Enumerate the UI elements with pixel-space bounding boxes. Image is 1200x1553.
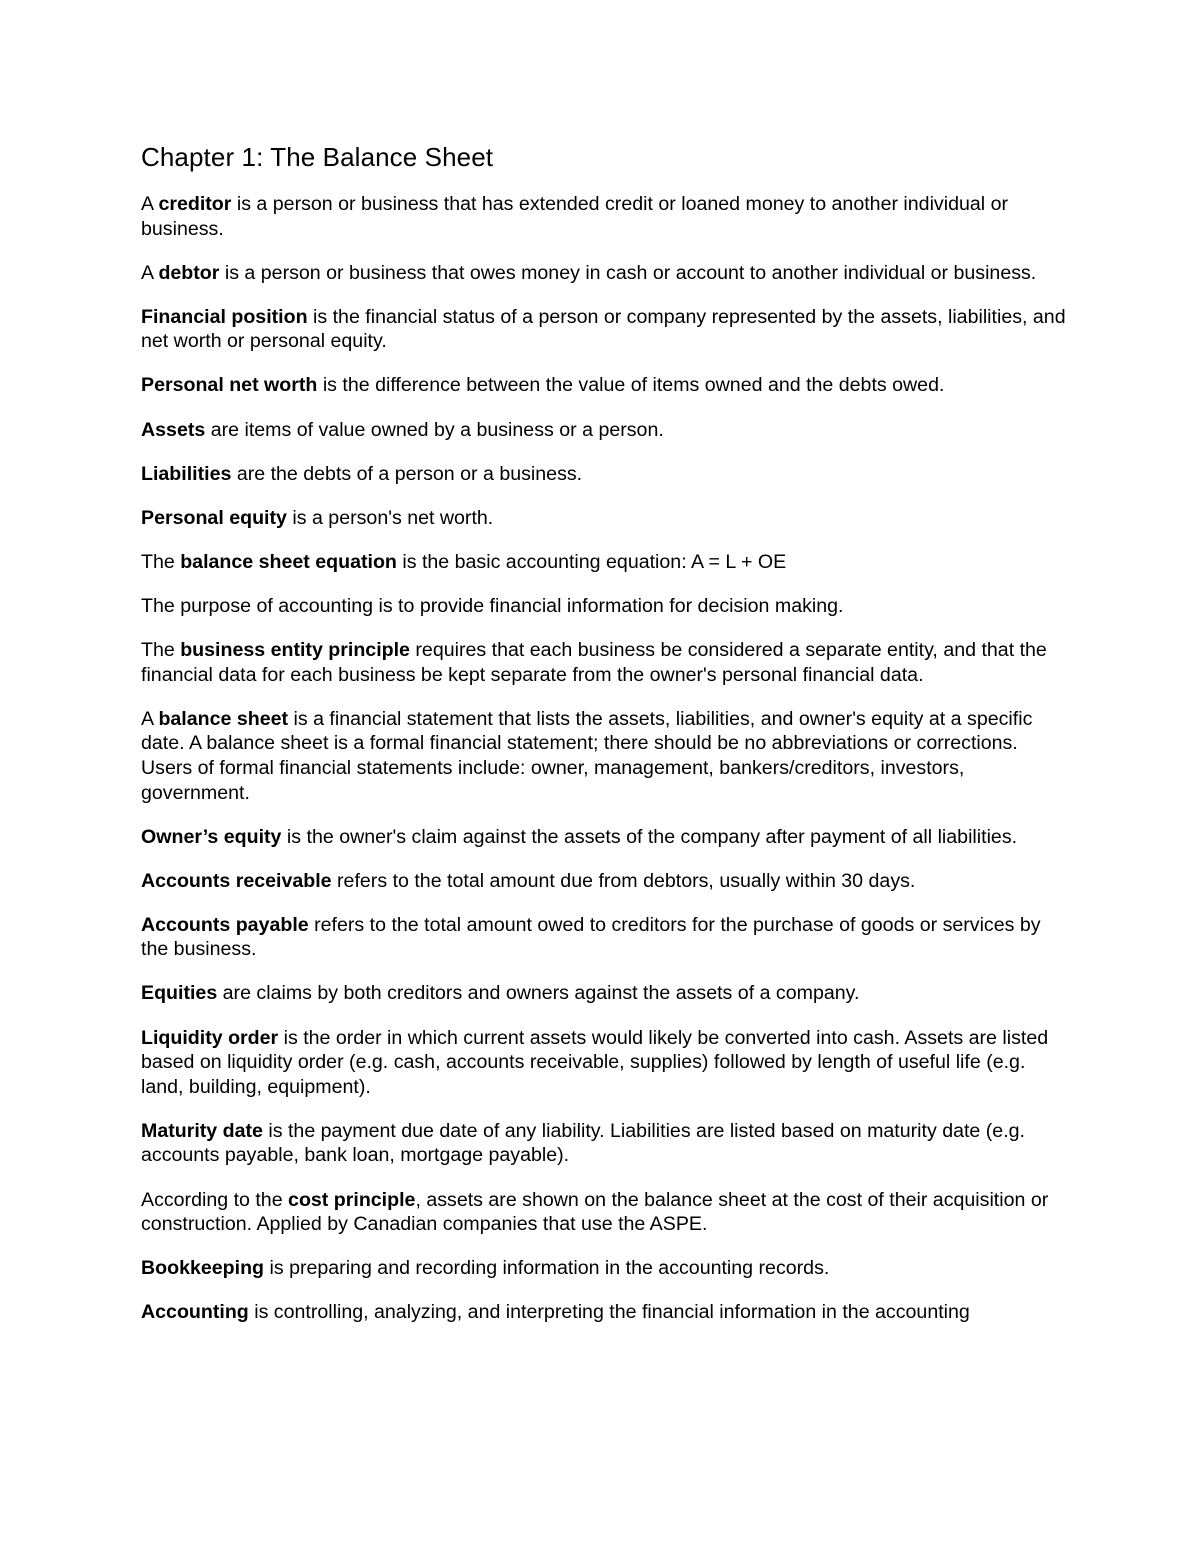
paragraph-post: are items of value owned by a business or a person. [205, 418, 664, 441]
paragraph-post: is the payment due date of any liability. Liabilities are listed based on maturity date (e.g. accounts payable, bank loan, mortgage payable). [141, 1119, 1025, 1167]
definition-paragraph [141, 1300, 1066, 1325]
term: Accounts receivable [141, 869, 332, 892]
definition-paragraph [141, 594, 1066, 619]
definition-paragraph [141, 869, 1066, 894]
paragraph-post: is the basic accounting equation: A = L + OE [396, 550, 787, 573]
definition-paragraph [141, 981, 1066, 1006]
term: Bookkeeping [141, 1257, 265, 1280]
paragraph-post: is a person's net worth. [286, 506, 494, 529]
term: Liabilities [141, 462, 232, 485]
definition-paragraph [141, 1188, 1066, 1237]
term: cost principle [288, 1188, 416, 1211]
paragraph-pre: A [141, 261, 159, 284]
term: balance sheet [158, 707, 289, 730]
definition-paragraph [141, 825, 1066, 850]
definition-paragraph [141, 1256, 1066, 1281]
term: Personal equity [141, 506, 287, 529]
definition-paragraph [141, 506, 1066, 531]
term: business entity principle [180, 639, 410, 662]
definition-paragraph [141, 261, 1066, 286]
definition-paragraph [141, 305, 1066, 354]
page-title: Chapter 1: The Balance Sheet [141, 142, 494, 172]
term: Accounting [141, 1301, 249, 1324]
definition-paragraph [141, 418, 1066, 443]
paragraph-post: is the difference between the value of items owned and the debts owed. [317, 374, 945, 397]
definition-paragraph [141, 638, 1066, 687]
term: Financial position [141, 305, 308, 328]
paragraph-pre: The [141, 639, 181, 662]
paragraph-pre: A [141, 193, 159, 215]
definition-paragraph [141, 707, 1066, 805]
term: Equities [141, 982, 218, 1005]
paragraph-post: is the owner's claim against the assets of the company after payment of all liabilities. [281, 825, 1018, 848]
term: Maturity date [141, 1119, 263, 1142]
paragraph-post: are claims by both creditors and owners against the assets of a company. [217, 982, 860, 1005]
term: Liquidity order [141, 1026, 279, 1049]
paragraph-post: is the financial status of a person or company represented by the assets, liabilities, and net worth or personal equity. [141, 305, 1066, 353]
paragraph-post: is controlling, analyzing, and interpreting the financial information in the accounting [248, 1301, 970, 1324]
paragraph-post: is a person or business that owes money in cash or account to another individual or business. [219, 261, 1037, 284]
definition-paragraph [141, 1026, 1066, 1100]
paragraph-post: requires that each business be considered a separate entity, and that the financial data for each business be kept separate from the owner's personal financial data. [141, 639, 1047, 686]
document-page [141, 140, 1066, 1344]
paragraph-post: is a person or business that has extended credit or loaned money to another individual or business. [141, 193, 1008, 240]
definition-paragraph [141, 550, 1066, 575]
term: Owner’s equity [141, 825, 282, 848]
term: debtor [158, 261, 220, 284]
paragraph-post: is the order in which current assets would likely be converted into cash. Assets are listed based on liquidity order (e.g. cash, accounts receivable, supplies) followed by length of useful life (e.g. land, building, equipment). [141, 1026, 1049, 1098]
term: creditor [158, 193, 232, 215]
paragraph-pre: The purpose of accounting is to provide financial information for decision making. [141, 594, 844, 617]
paragraph-post: refers to the total amount due from debtors, usually within 30 days. [331, 869, 916, 892]
paragraph-post: is a financial statement that lists the assets, liabilities, and owner's equity at a specific date. A balance sheet is a formal financial statement; there should be no abbreviations or corrections. Users of formal financial statements include: owner, management, bankers/creditors, investors, government. [141, 707, 1033, 804]
definition-paragraph [141, 462, 1066, 487]
paragraph-post: refers to the total amount owed to creditors for the purchase of goods or services by the business. [141, 913, 1041, 961]
term: Personal net worth [141, 374, 318, 397]
definition-paragraph [141, 913, 1066, 962]
definition-paragraph [141, 192, 1066, 241]
paragraph-post: is preparing and recording information in the accounting records. [264, 1257, 830, 1280]
paragraph-pre: A [141, 707, 159, 730]
paragraph-pre: According to the [141, 1188, 289, 1211]
paragraph-post: , assets are shown on the balance sheet at the cost of their acquisition or construction. Applied by Canadian companies that use the ASPE. [141, 1188, 1049, 1236]
term: Accounts payable [141, 913, 309, 936]
paragraph-pre: The [141, 550, 181, 573]
definition-paragraph [141, 373, 1066, 398]
term: balance sheet equation [180, 550, 397, 573]
definition-paragraph [141, 1119, 1066, 1168]
term: Assets [141, 418, 206, 441]
paragraph-post: are the debts of a person or a business. [231, 462, 583, 485]
